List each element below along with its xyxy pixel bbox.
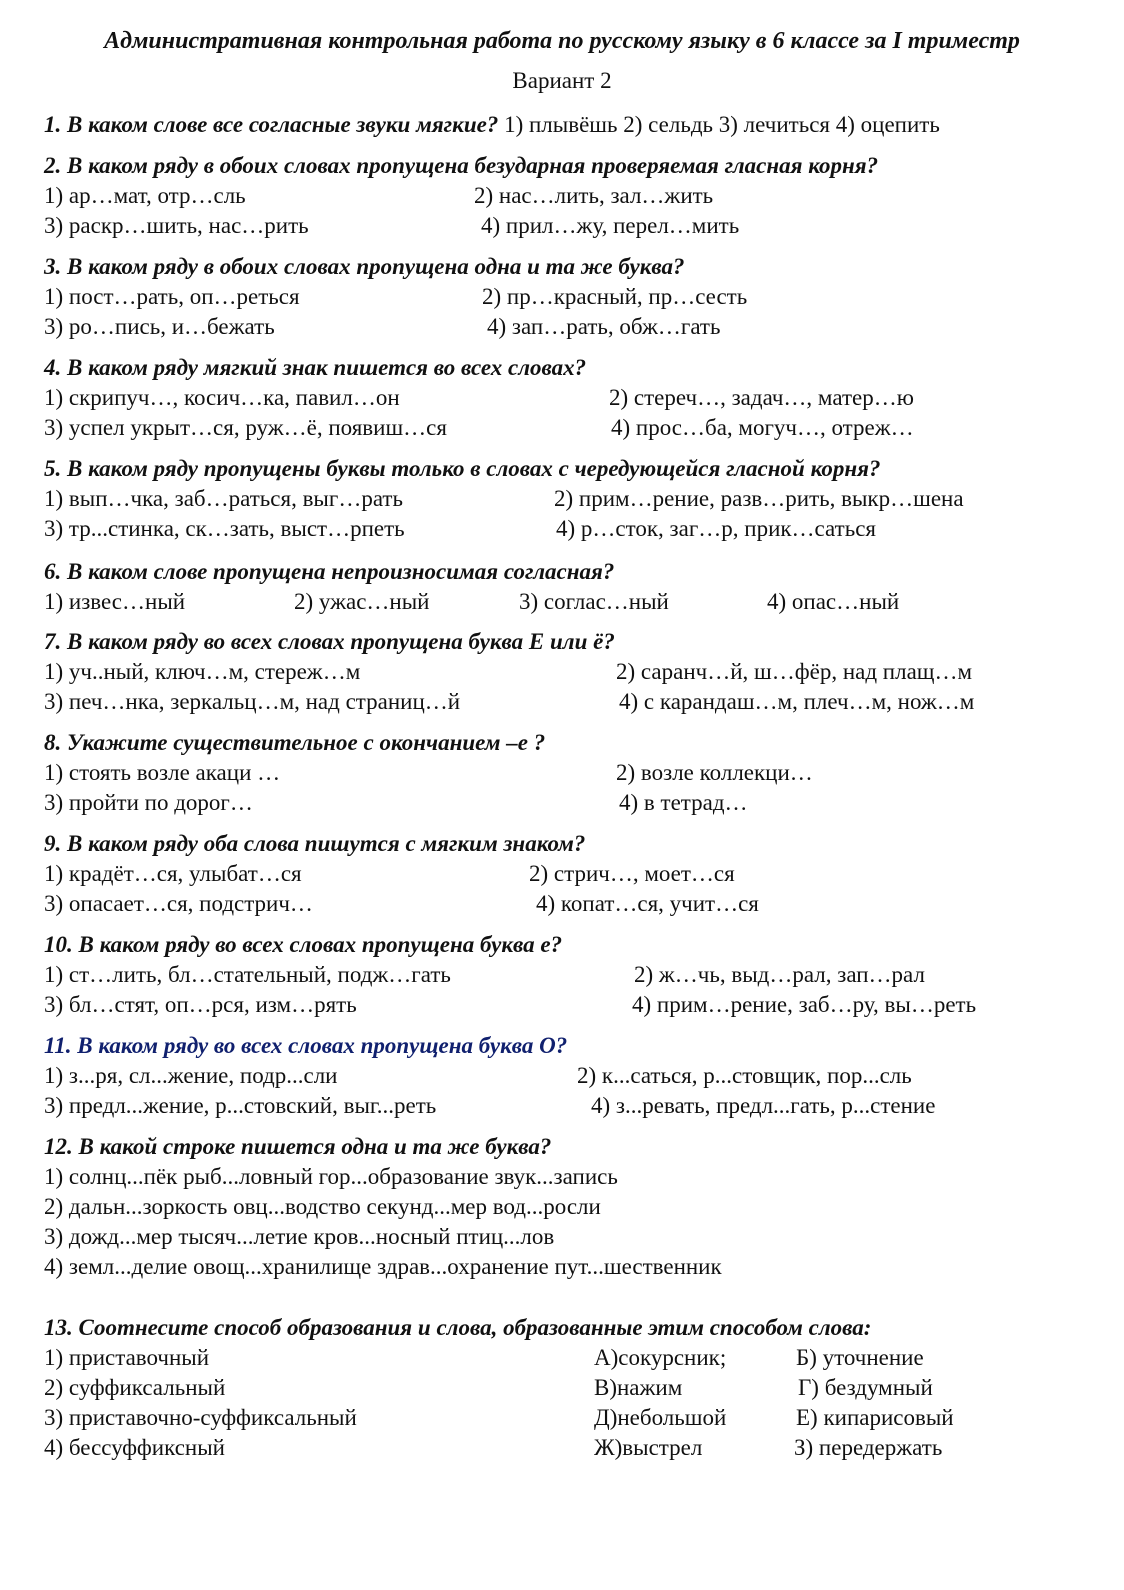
question-13 [44, 1313, 1094, 1463]
option: 3) дожд...мер тысяч...летие кров...носный птиц...лов [44, 1224, 555, 1249]
option: 4) с карандаш…м, плеч…м, нож…м [619, 689, 975, 714]
option: 3) успел укрыт…ся, руж…ё, появиш…ся [44, 415, 447, 440]
option: 1) скрипуч…, косич…ка, павил…он [44, 385, 400, 410]
question-2-title: 2. В каком ряду в обоих словах пропущена безударная проверяемая гласная корня? [44, 153, 879, 178]
word-item: Е) кипарисовый [796, 1405, 954, 1430]
question-11-title: 11. В каком ряду во всех словах пропущена буква О? [44, 1033, 568, 1058]
option: 2) нас…лить, зал…жить [474, 183, 714, 208]
option: 3) печ…нка, зеркальц…м, над страниц…й [44, 689, 461, 714]
option: 4) прим…рение, заб…ру, вы…реть [632, 992, 977, 1017]
option: 3) пройти по дорог… [44, 790, 253, 815]
question-2 [44, 151, 1094, 241]
word-item: Г) бездумный [798, 1375, 933, 1400]
option: 2) саранч…й, ш…фёр, над плащ…м [616, 659, 973, 684]
option: 1) извес…ный [44, 589, 186, 614]
question-12 [44, 1132, 1094, 1282]
option: 3) предл...жение, р...стовский, выг...реть [44, 1093, 437, 1118]
option: 4) земл...делие овощ...хранилище здрав...охранение пут...шественник [44, 1254, 722, 1279]
word-item: Б) уточнение [796, 1345, 924, 1370]
method-item: 3) приставочно-суффиксальный [44, 1405, 357, 1430]
method-item: 2) суффиксальный [44, 1375, 226, 1400]
question-8-title: 8. Укажите существительное с окончанием –е ? [44, 730, 546, 755]
option: 2) дальн...зоркость овц...водство секунд...мер вод...росли [44, 1194, 601, 1219]
option: 3) раскр…шить, нас…рить [44, 213, 309, 238]
option: 2) стрич…, моет…ся [529, 861, 735, 886]
question-5-title: 5. В каком ряду пропущены буквы только в словах с чередующейся гласной корня? [44, 456, 881, 481]
option: 2) ж…чь, выд…рал, зап…рал [634, 962, 925, 987]
question-13-title: 13. Соотнесите способ образования и слова, образованные этим способом слова: [44, 1315, 872, 1340]
method-item: 4) бессуффиксный [44, 1435, 225, 1460]
option: 1) пост…рать, оп…реться [44, 284, 300, 309]
question-1-options: 1) плывёшь 2) сельдь 3) лечиться 4) оцепить [504, 112, 940, 137]
option: 4) в тетрад… [619, 790, 748, 815]
word-item: З) передержать [794, 1435, 943, 1460]
variant-label: Вариант 2 [512, 68, 612, 93]
option: 1) ар…мат, отр…сль [44, 183, 246, 208]
option: 1) вып…чка, заб…раться, выг…рать [44, 486, 403, 511]
option: 3) опасает…ся, подстрич… [44, 891, 313, 916]
option: 3) бл…стят, оп…рся, изм…рять [44, 992, 357, 1017]
option: 4) зап…рать, обж…гать [487, 314, 721, 339]
word-item: Ж)выстрел [594, 1435, 703, 1460]
option: 2) к...саться, р...стовщик, пор...сль [577, 1063, 912, 1088]
question-6-title: 6. В каком слове пропущена непроизносимая согласная? [44, 559, 615, 584]
question-9 [44, 829, 1094, 919]
option: 2) пр…красный, пр…сесть [482, 284, 748, 309]
word-item: В)нажим [594, 1375, 683, 1400]
option: 1) з...ря, сл...жение, подр...сли [44, 1063, 338, 1088]
question-4-title: 4. В каком ряду мягкий знак пишется во всех словах? [44, 355, 587, 380]
question-3 [44, 252, 1094, 342]
option: 1) уч..ный, ключ…м, стереж…м [44, 659, 361, 684]
question-10-title: 10. В каком ряду во всех словах пропущена буква е? [44, 932, 563, 957]
question-8 [44, 728, 1094, 818]
option: 1) стоять возле акаци … [44, 760, 281, 785]
option: 2) стереч…, задач…, матер…ю [609, 385, 914, 410]
option: 2) возле коллекци… [616, 760, 813, 785]
question-1 [44, 110, 1094, 140]
question-3-title: 3. В каком ряду в обоих словах пропущена одна и та же буква? [44, 254, 685, 279]
question-6 [44, 557, 1094, 617]
question-12-title: 12. В какой строке пишется одна и та же буква? [44, 1134, 552, 1159]
question-9-title: 9. В каком ряду оба слова пишутся с мягким знаком? [44, 831, 586, 856]
option: 3) соглас…ный [519, 589, 669, 614]
question-7-title: 7. В каком ряду во всех словах пропущена буква Е или ё? [44, 629, 615, 654]
method-item: 1) приставочный [44, 1345, 210, 1370]
question-10 [44, 930, 1094, 1020]
option: 4) р…сток, заг…р, прик…саться [556, 516, 876, 541]
option: 2) ужас…ный [294, 589, 430, 614]
page-title: Административная контрольная работа по русскому языку в 6 классе за I триместр [104, 28, 1020, 54]
option: 4) з...ревать, предл...гать, р...стение [591, 1093, 936, 1118]
option: 1) ст…лить, бл…стательный, подж…гать [44, 962, 451, 987]
option: 3) ро…пись, и…бежать [44, 314, 275, 339]
option: 4) прос…ба, могуч…, отреж… [611, 415, 914, 440]
option: 2) прим…рение, разв…рить, выкр…шена [554, 486, 964, 511]
question-7 [44, 627, 1094, 717]
option: 1) крадёт…ся, улыбат…ся [44, 861, 302, 886]
question-11 [44, 1031, 1094, 1121]
question-1-title: 1. В каком слове все согласные звуки мягкие? 1) плывёшь 2) сельдь 3) лечиться 4) оцепить [44, 112, 940, 137]
word-item: Д)небольшой [594, 1405, 727, 1430]
option: 3) тр...стинка, ск…зать, выст…рпеть [44, 516, 405, 541]
question-4 [44, 353, 1094, 443]
option: 4) копат…ся, учит…ся [536, 891, 759, 916]
option: 4) опас…ный [767, 589, 900, 614]
word-item: А)сокурсник; [594, 1345, 727, 1370]
option: 1) солнц...пёк рыб...ловный гор...образование звук...запись [44, 1164, 618, 1189]
option: 4) прил…жу, перел…мить [481, 213, 740, 238]
question-5 [44, 454, 1094, 544]
